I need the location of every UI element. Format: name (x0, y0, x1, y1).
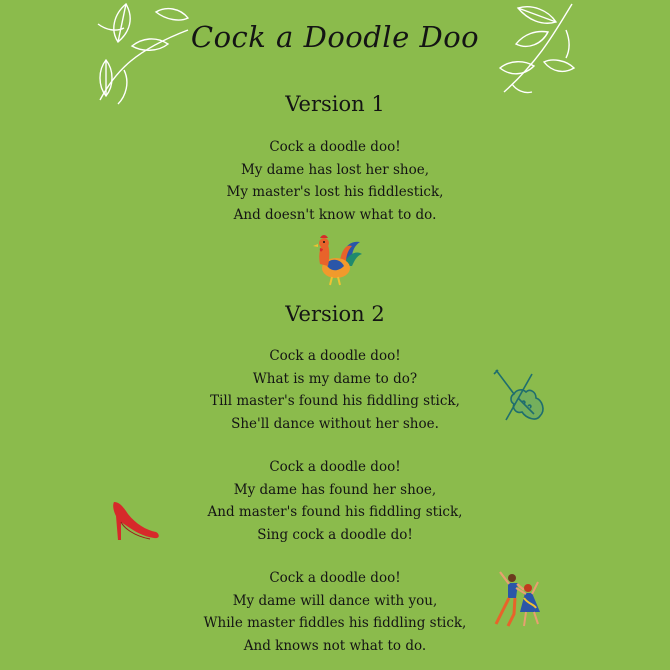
verse-line: While master fiddles his fiddling stick, (203, 615, 467, 631)
verse-line: Till master's found his fiddling stick, (210, 393, 460, 409)
verse-line: What is my dame to do? (252, 370, 418, 387)
rooster-icon (310, 234, 362, 286)
verse-line: Cock a doodle doo! (269, 348, 401, 364)
verse-line: My dame has found her shoe, (233, 481, 437, 498)
verse-line: She'll dance without her shoe. (231, 415, 439, 432)
high-heel-shoe-icon (110, 498, 162, 544)
verse-line: Cock a doodle doo! (269, 139, 401, 155)
verse-line: And knows not what to do. (243, 637, 427, 654)
verse-line: My dame has lost her shoe, (240, 161, 430, 178)
verse-line: And master's found his fiddling stick, (207, 504, 463, 520)
verse-line: Sing cock a doodle do! (257, 526, 413, 543)
version-1-heading: Version 1 (285, 92, 385, 116)
version-2-heading: Version 2 (285, 302, 385, 326)
violin-icon (492, 368, 546, 426)
verse-line: My dame will dance with you, (232, 592, 438, 609)
dancing-couple-icon (492, 568, 544, 630)
verse-line: And doesn't know what to do. (233, 206, 437, 223)
version-2-stanza-2 (0, 456, 670, 546)
verse-line: Cock a doodle doo! (269, 459, 401, 475)
verse-line: My master's lost his fiddlestick, (226, 184, 444, 200)
page-title: Cock a Doodle Doo (190, 20, 480, 54)
verse-line: Cock a doodle doo! (269, 570, 401, 586)
version-1-stanza-1 (0, 136, 670, 226)
version-2-stanza-1 (0, 345, 670, 435)
version-2-stanza-3 (0, 567, 670, 657)
